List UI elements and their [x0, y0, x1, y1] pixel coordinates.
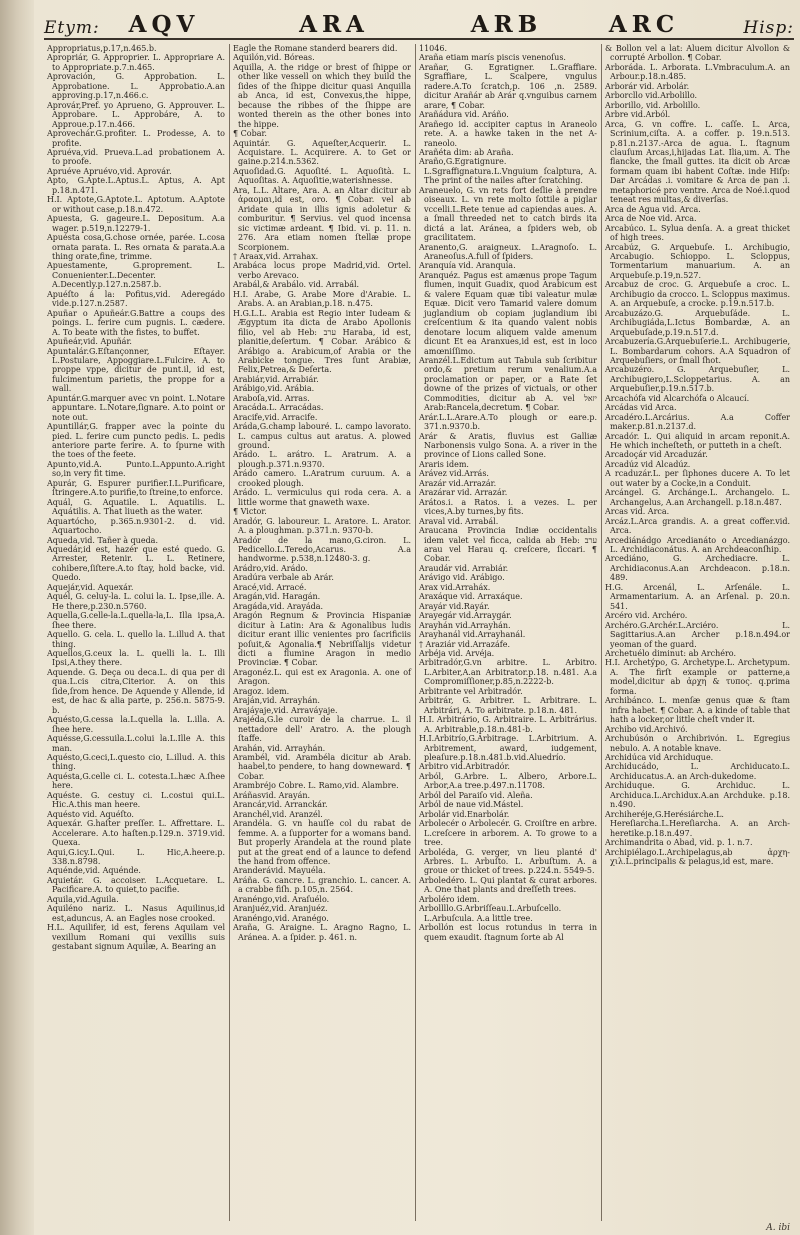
- dictionary-entry: Aquésta,G.celle ci. L. cotesta.L.hæc A.ſhee here.: [47, 771, 225, 791]
- dictionary-entry: Arádo. L. vermiculus qui roda cera. A. a little worme that gnaweth waxe.: [233, 488, 411, 507]
- dictionary-entry: Arcángel. G. Archánge.L. Archangelo. L. Archangelus, A.an Archangell. p.18.n.487.: [605, 488, 790, 507]
- dictionary-entry: ¶ Cobar.: [233, 129, 267, 139]
- dictionary-entry: Aprovechár.G.profiter. L. Prodesse, A. to profite.: [47, 129, 225, 148]
- column-1: [44, 44, 229, 1221]
- dictionary-entry: Aquello. G. cela. L. quello la. L.illud A. that thing.: [47, 630, 225, 649]
- dictionary-entry: Arax vid.Arraháx.: [419, 582, 491, 592]
- dictionary-entry: † Araax,vid. Arrahax.: [233, 251, 319, 261]
- dictionary-entry: Aquésse,G.cessuila.L.colui la.L.Ille A. this man.: [47, 734, 225, 753]
- dictionary-entry: Aragán,vid. Haragán.: [233, 592, 321, 602]
- dictionary-entry: Arádo camero. L.Aratrum curuum. A. a crooked plough.: [233, 469, 411, 488]
- dictionary-entry: Aranquía vid. Aranquía.: [419, 261, 516, 271]
- dictionary-entry: Arcabuzéro. G. Arquebuſier, L. Archibugiero,L.Scloppetarius. A. an Arquebuſier,p.19.n.517.b.: [605, 365, 790, 394]
- dictionary-entry: Aquartócho, p.365.n.9301-2. d. vid. Aquartocho.: [47, 516, 225, 536]
- dictionary-entry: Araxáque vid. Arraxáque.: [419, 592, 523, 602]
- dictionary-entry: Arañego id. accipiter captus in Araneolo rete. A. a hawke taken in the net A-raneolo.: [419, 119, 597, 148]
- dictionary-entry: Arboléro idem.: [419, 894, 480, 904]
- dictionary-entry: Eagle the Romane standerd bearers did.: [233, 44, 398, 53]
- column-4: [601, 44, 794, 1221]
- dictionary-entry: Aranquéz. Pagus est amænus prope Tagum flumen, inquit Guadix, quod Arabicum est & valere Equam quæ tibi valeatur mulæ Equæ. Dicit vero Tamarid valere domum juglandium ob copiam juglandium ibi creſcentium & ita quando valent nobis denotare locum aliquem valde amenum dicunt Et ea Aranxues,id est, est in loco amœniſſimo.: [419, 270, 597, 356]
- dictionary-entry: Araucana Provincia Indiæ occidentalis idem valet vel ficca, calida ab Heb: ערב arau vel Harau q. creſcere, ſiccari. ¶ Cobar.: [419, 526, 597, 564]
- dictionary-entry: Arancár,vid. Arranckár.: [233, 800, 328, 810]
- dictionary-entry: Arbolecér o Arbolecér. G. Croiſtre en arbre. L.creſcere in arborem. A. To growe to a tree.: [419, 819, 597, 848]
- dictionary-entry: Arañar, G. Egratigner. L.Graffiare. Sgraffiare, L. Scalpere, vngulus radere.A.To ſcratch,p. 106 ,n. 2589. dicitur Arañár ab Arár q.vnguibus carnem arare, ¶ Cobar.: [419, 62, 597, 110]
- dictionary-entry: Aranéngo,vid. Araſuélo.: [233, 894, 330, 904]
- dictionary-entry: Arca, G. vn coffre. L. caſſe. L. Arca, Scrinium,ciſta. A. a coffer. p. 19.n.513. p.81.n.2137.-Arca de agua. L. ſtagnum clauſum Arcas,i,hijadas Lat. Ilia,um. A. The flancke, the ſmall guttes. ita dicit ob Arcæ formam quam ibi habent Coſtæ. inde Hiſp: Dar Arcádas .i. vomitare & Arca de pan .i. metaphoricé pro ventre. Arca de Noé.i.quod teneat res multas,& diverſas.: [605, 119, 790, 205]
- dictionary-entry: Arbitradór,G.vn arbitre. L. Arbitro. L.Arbiter,A.an Arbitrator.p.18. n.481. A.a Compromiſſioner,p.85,n.2222-b.: [419, 658, 597, 687]
- dictionary-entry: Arabáca locus prope Madrid,vid. Ortel. verbo Arevaco.: [233, 261, 411, 280]
- dictionary-entry: H.I. Arabe, G. Arabe More d'Arabie. L. Arabs. A. an Arabian,p.18. n.475.: [233, 289, 411, 309]
- dictionary-entry: Aradúra verbale ab Arár.: [233, 573, 334, 583]
- dictionary-entry: Aranchél,vid. Aranzél.: [233, 809, 323, 819]
- dictionary-entry: Arádo. L. arátro. L. Aratrum. A. a plough.p.371.n.9370.: [233, 450, 411, 469]
- dictionary-entry: Arbitro vid.Arbitradór.: [419, 762, 510, 772]
- dictionary-entry: Apuéſto á la: Pofitus,vid. Aderegádo vide.p.127.n.2587.: [47, 289, 225, 309]
- dictionary-entry: Arábigo,vid. Arábia.: [233, 384, 315, 394]
- dictionary-entry: Aquexár. G.haſter preſſer. L. Affrettare. L. Accelerare. A.to haſten.p.129.n. 3719.vid. Quexa.: [47, 819, 225, 848]
- dictionary-entry: Arbitrár, G. Arbitrer. L. Arbitrare. L. Arbitrári, A. To arbitrate. p.18.n. 481.: [419, 696, 597, 715]
- dictionary-entry: Araño,G.Egratignure. L.Sgraffignatura.L.Vnguium ſcalptura, A. The print of the nailes after ſcratching.: [419, 157, 597, 186]
- dictionary-entry: Apuntillár,G. frapper avec la pointe du pied. L. ferire cum puncto pedis. L. pedis anteriore parte ferire. A. to ſpurne with the toes of the feete.: [47, 422, 225, 460]
- dictionary-entry: Aquedár,id est, hazér que esté quedo. G. Arrester, Retenir. L. L. Retinere, cohibere,ſiſtere.A.to ſtay, hold backe, vid. Quedo.: [47, 545, 225, 583]
- dictionary-entry: Aquoſidad.G. Aquoſité. L. Aquoſità. L. Aquoſitas. A. Aquoſitie,waterishnesse.: [233, 166, 411, 186]
- dictionary-entry: Arcediáno, G. Archediacre. L. Archidiaconus.A.an Archdeacon. p.18.n. 489.: [605, 554, 790, 583]
- dictionary-entry: Aquéste. G. cestuy ci. L.costui qui.L. Hic.A.this man heere.: [47, 790, 225, 810]
- dictionary-entry: Arból, G.Arbre. L. Albero, Arbore.L. Arbor,A.a tree.p.497.n.11708.: [419, 771, 597, 791]
- dictionary-entry: Aradór de la mano,G.ciron. L. Pedicello.L.Teredo,Acarus. A.a handworme. p.538,n.12480-3. g.: [233, 535, 411, 564]
- dictionary-entry: H.I.Arbitrío,G.Arbitrage. L.Arbitrium. A. Arbitrement, award, iudgement, pleaſure.p.18.n.481.b.vid.Aluedrío.: [419, 734, 597, 762]
- dictionary-entry: Aranjuéz,vid. Aranjuéz.: [233, 904, 328, 914]
- dictionary-entry: Arajéda,G.le curoir de la charrue. L. il nettadore dell' Aratro. A. the plough ſtaffe.: [233, 715, 411, 744]
- dictionary-entry: Aquellos,G.ceux la. L. quelli la. L. Illi Ipsi,A.they there.: [47, 649, 225, 668]
- dictionary-entry: ¶ Victor.: [233, 507, 267, 517]
- dictionary-entry: Arabiár,vid. Arrabiár.: [233, 374, 319, 384]
- dictionary-entry: Arazár vid.Arrazár.: [419, 478, 497, 488]
- dictionary-entry: Appropriatus,p.17,n.465.b.: [47, 44, 157, 53]
- dictionary-entry: Archubúsón o Archibrivón. L. Egregius nebulo. A. A notable knave.: [605, 734, 790, 753]
- column-3: [415, 44, 601, 1221]
- dictionary-entry: Aquénde,vid. Aquénde.: [47, 866, 141, 876]
- dictionary-entry: Aquietár. G. accoiser. L.Acquetare. L. Pacificare.A. to quiet,to pacifie.: [47, 875, 225, 895]
- dictionary-entry: Apuñar o Apuñeár.G.Battre a coups des poings. L. ferire cum pugnis. L. cædere. A. To beate with the fistes, to buffet.: [47, 308, 225, 337]
- dictionary-entry: Aráña. G. cancre. L. granchio. L. cancer. A. a crabbe fiſh. p.105,n. 2564.: [233, 875, 411, 895]
- dictionary-entry: Arcadúz vid Alcadúz.: [605, 459, 691, 469]
- dictionary-entry: Archiheréje,G.Herésiárche.L. Hereſiarcha.L.Hereſiarcha. A. an Arch-heretike.p.18.n.497.: [605, 809, 790, 838]
- dictionary-entry: Arazárar vid. Arrazár.: [419, 488, 508, 498]
- dictionary-entry: Arbre vid.Arból.: [605, 110, 671, 120]
- dictionary-entry: Arávigo vid. Arábigo.: [419, 573, 505, 583]
- dictionary-entry: Arcádas vid Arca.: [605, 403, 677, 413]
- dictionary-entry: Archibo vid.Archivó.: [605, 724, 688, 734]
- dictionary-entry: & Bollon vel a lat: Aluem dicitur Alvollon & corrupté Arbollon. ¶ Cobar.: [605, 44, 790, 63]
- dictionary-entry: Arambél, vid. Arambéla dicitur ab Arab. haabel,to pendere, to hang downeward. ¶ Cobar.: [233, 752, 411, 781]
- dictionary-entry: Archipiélago.L.Archipelagus,ab ἀρχη-χιλ.L.principalis & pelagus,id est, mare.: [605, 847, 790, 866]
- dictionary-entry: H.G.L.L. Arabia est Regio inter Iudeam & Ægyptum ita dicta de Arabo Apollonis filio, vel ab Heb: ערב Haraba, id est, planitie,deſertum. ¶ Cobar. Arábico & Arábigo a. Arabicum,of Arabia or the Arabicke tongue. Tres ſunt Arabiæ, Felix,Petrea,& Deſerta.: [233, 308, 411, 375]
- dictionary-entry: Arcéro vid. Archéro.: [605, 611, 688, 621]
- dictionary-entry: Aqueda,vid. Tañer à queda.: [47, 535, 158, 545]
- dictionary-entry: Araboſa,vid. Arras.: [233, 393, 310, 403]
- dictionary-entry: Apto, G.Apte.L.Aptus.L. Aptus, A. Apt p.18.n.471.: [47, 176, 225, 195]
- entry-columns: [44, 44, 794, 1221]
- dictionary-entry: Arcachófa vid Alcarchófa o Alcaucí.: [605, 393, 750, 403]
- dictionary-entry: Arañádura vid. Aráño.: [419, 110, 509, 120]
- dictionary-entry: Aquella,G.celle-la.L.quella-la,L. Illa ipsa,A. ſhee there.: [47, 611, 225, 630]
- dictionary-entry: Aquila,vid.Aguila.: [47, 894, 119, 904]
- book-gutter: [0, 0, 34, 1235]
- dictionary-entry: Arból del Paraiſo vid. Aleña.: [419, 790, 533, 800]
- dictionary-entry: Aranderávid. Mayuéla.: [233, 866, 326, 876]
- dictionary-entry: H.G. Arcenál, L. Arſenále. L. Armamentarium. A. an Arſenal. p. 20.n. 541.: [605, 582, 790, 611]
- dictionary-entry: Arayegár vid.Arraygár.: [419, 611, 512, 621]
- dictionary-entry: Arcas vid. Arca.: [605, 507, 670, 517]
- dictionary-entry: Arátos.i. a Ratos. i. a vezes. L. per vices,A.by turnes,by fits.: [419, 497, 597, 517]
- dictionary-entry: Araris idem.: [419, 459, 469, 469]
- dictionary-entry: Aracé,vid. Arracé.: [233, 582, 307, 592]
- dictionary-entry: Arbollón est locus rotundus in terra in quem exaudit. ſtagnum ſorte ab Al: [419, 923, 597, 942]
- dictionary-entry: Araudár vid. Arrabiár.: [419, 563, 509, 573]
- dictionary-entry: H.L. Aquilifer, id est, ferens Aquilam vel vexillum Romani qui vexillis suis gestabant signum Aquilæ, A. Bearing an: [47, 923, 225, 952]
- dictionary-entry: Aradór, G. laboureur. L. Aratore. L. Arator. A. a ploughman. p.371.n. 9370-b.: [233, 516, 411, 536]
- dictionary-entry: Arcabúco. L. Sylua denſa. A. a great thicket of high trees.: [605, 223, 790, 243]
- dictionary-entry: Aquejár,vid. Aquexár.: [47, 582, 134, 592]
- dictionary-entry: Arbéja vid. Arvéja.: [419, 649, 495, 658]
- dictionary-entry: Arboledéro. L. Qui plantat & curat arbores. A. One that plants and dreſſeth trees.: [419, 875, 597, 895]
- dictionary-entry: Aragáda,vid. Arayáda.: [233, 601, 324, 611]
- dictionary-entry: Arcabuzería.G.Arquebuſerie.L. Archibugerie, L. Bombardarum cohors. A.A Squadron of Arquebuſiers, or ſmall ſhot.: [605, 337, 790, 365]
- dictionary-entry: Arcadoçár vid Arcaduzár.: [605, 450, 708, 460]
- dictionary-entry: Aráda,G.champ labouré. L. campo lavorato. L. campus cultus aut aratus. A. plowed ground.: [233, 422, 411, 451]
- dictionary-entry: Apuesta, G. gageure.L. Depositum. A.a wager. p.519,n.12279-1.: [47, 214, 225, 233]
- dictionary-entry: A rcaduzár.L. per ſiphones ducere A. To let out water by a Cocke,in a Conduit.: [605, 469, 790, 488]
- dictionary-entry: Apuntár.G.marquer avec vn point. L.Notare appuntare. L.Notare,ſignare. A.to point or note out.: [47, 393, 225, 422]
- dictionary-entry: Arambréjo Cobre. L. Ramo,vid. Alambre.: [233, 781, 399, 791]
- dictionary-entry: Arcabuz de croc. G. Arquebuſe a croc. L. Archibugio da crocco. L. Scloppus maximus. A. an Arquebuſe, a crocke. p.19.n.517.b.: [605, 280, 790, 309]
- dictionary-entry: Arborillo, vid. Arbolillo.: [605, 100, 701, 110]
- dictionary-entry: Arcáz.L.Arca grandis. A. a great coffer.vid. Arca.: [605, 516, 790, 536]
- dictionary-entry: Archidúca vid Archiduque.: [605, 752, 714, 762]
- dictionary-entry: Arca de Agua vid. Arca.: [605, 204, 701, 214]
- dictionary-entry: Arávez vid.Arrás.: [419, 469, 489, 479]
- dictionary-entry: Arbitrante vel Arbitradór.: [419, 686, 523, 696]
- dictionary-entry: Arcabúz, G. Arquebuſe. L. Archibugio, Arcabugio. Schioppo. L. Scloppus, Tormentarium manuarium. A. an Arquebuſe.p.19,n.527.: [605, 242, 790, 280]
- dictionary-entry: Arcabuzázo.G. Arquebuſáde. L. Archibugiáda,L.Ictus Bombardæ, A. an Arquebuſade,p.19.n.517.d.: [605, 308, 790, 337]
- dictionary-entry: Apuestamente, G.proprement. L. Conuenienter.L.Decenter. A.Decently.p.127.n.2587.b.: [47, 261, 225, 290]
- dictionary-entry: Araján,vid. Arrayhán.: [233, 696, 320, 706]
- dictionary-entry: † Araziár vid.Arrazáfe.: [419, 639, 510, 649]
- dictionary-entry: H.I. Arbitrário, G. Arbitraire. L. Arbitrárius. A. Arbitrable,p.18.n.481-b.: [419, 715, 597, 734]
- dictionary-entry: Arayhán vid.Arrayhán.: [419, 620, 511, 630]
- running-head-hisp: Hisp:: [743, 18, 794, 38]
- dictionary-entry: Archimandrita o Abad, vid. p. 1. n.7.: [605, 838, 753, 848]
- dictionary-entry: Apropriár, G. Approprier. L. Appropriare A. to Appropriate.p.7.n.465.: [47, 53, 225, 72]
- running-head: [44, 4, 794, 40]
- dictionary-entry: Apruéva,vid. Prueva.L.ad probationem A. to proofe.: [47, 147, 225, 167]
- column-2: [229, 44, 415, 1221]
- catchword: A. ibi: [766, 1223, 790, 1233]
- dictionary-entry: Arbollllo.G.Arbriſſeau.L.Arbuſcello. L.Arbuſcula. A.a little tree.: [419, 904, 562, 923]
- dictionary-entry: Arborcllo vid.Arbolillo.: [605, 91, 698, 101]
- dictionary-entry: Aracáda.L. Arracádas.: [233, 403, 324, 413]
- dictionary-entry: Arboráda. L. Arborata. L.Vmbraculum.A. an Arbour.p.18.n.485.: [605, 62, 790, 82]
- dictionary-entry: Archéro.G.Archér.L.Arciéro. L. Sagittarius.A.an Archer p.18.n.494.or yeoman of the guard.: [605, 620, 790, 649]
- dictionary-entry: Arcediánádgo Arcedianáto o Arcedianázgo. L. Archidiaconátus. A. an Archdeaconſhip.: [605, 535, 790, 555]
- running-head-etym: Etym:: [44, 18, 100, 38]
- dictionary-entry: Arandéla. G. vn hauſſe col du rabat de femme. A. a ſupporter for a womans band. But properly Arandela at the round plate put at the great end of a launce to defend the hand from offence.: [233, 819, 411, 866]
- dictionary-entry: Arajáyaje,vid. Arraváyaje.: [233, 705, 338, 715]
- dictionary-entry: Aquésto,G.ceci,L.questo cio, L.illud. A. this thing.: [47, 752, 225, 772]
- dictionary-entry: Araval vid. Arrabál.: [419, 516, 499, 526]
- dictionary-entry: Aquilla, A. the ridge or brest of ſhippe or other like vessell on which they build the ſides of the ſhippe dicitur quasi Anquilla ab Anca, id est, Convexus,the hippe, because the ribbes of the ſhippe are wonted therein as the other bones into the hippe.: [233, 62, 411, 129]
- dictionary-entry: Arca de Noe vid. Arca.: [605, 214, 697, 224]
- dictionary-entry: Apruéve Apruévo,vid. Aprovár.: [47, 166, 172, 176]
- dictionary-entry: H.I. Archetýpo, G. Archetype.L. Archetypum. A. The firſt example or patterne,a model,dicitur ab ἀρχη & τυπος. q.prima forma.: [605, 658, 790, 696]
- dictionary-entry: Ara, L.L. Altare, Ara. A. an Altar dicitur ab ἀραομαι,id est, oro. ¶ Cobar. vel ab Aridate quia in illis ignis adoletur & comburitur. ¶ Servius. vel quod incensa sic victimæ ardeant. ¶ Ibid. vi. p. 11. n. 276. Ara etiam nomen ſtellæ prope Scorpionem.: [233, 185, 411, 252]
- dictionary-entry: Aquésto vid. Aquéſto.: [47, 809, 134, 819]
- dictionary-entry: Aprovación, G. Approbation. L. Approbatione. L. Approbatio.A.an approving.p.17,n.466.c.: [47, 72, 225, 101]
- dictionary-entry: Araneuelo, G. vn rets fort deſlie à prendre oiseaux. L. vn rete molto ſottile a piglar vccelli.L.Rete tenue ad capiendas aues. A. a ſmall threeded net to catch birds ita dictá a lat. Aránea, a ſpiders web, ob gracilitatem.: [419, 185, 597, 243]
- running-head-ara: ARA: [299, 11, 369, 38]
- dictionary-entry: Aranéngo,vid. Aranégo.: [233, 913, 329, 923]
- dictionary-entry: Aracife,vid. Arracife.: [233, 412, 318, 422]
- dictionary-entry: Arahán, vid. Arrayhán.: [233, 743, 326, 753]
- dictionary-entry: Arañéta dim: ab Araña.: [419, 147, 514, 157]
- dictionary-entry: Aquésto,G.cessa la.L.quella la. L.illa. A. ſhee here.: [47, 715, 225, 734]
- dictionary-entry: Apuñeár,vid. Apuñár.: [47, 337, 132, 347]
- dictionary-entry: Arbolár vid.Enarbolár.: [419, 809, 510, 819]
- dictionary-entry: Aragoz. idem.: [233, 686, 290, 696]
- dictionary-entry: Apuésta cosa,G.chose ornée, parée. L.cosa ornata parata. L. Res ornata & parata.A.a thing orate,fine, trimme.: [47, 233, 225, 261]
- dictionary-entry: Archiduque. G. Archiduc. L. Archiduca.L.Archidux.A.an Archduke. p.18. n.490.: [605, 781, 790, 810]
- dictionary-entry: Aquende. G. Deça ou deca.L. di qua per di qua.L.cis citra,Citerior. A. on this ſide,ſrom hence. De Aquende y Allende, id est, de hac & alia parte, p. 256.n. 5875-9. b.: [47, 667, 225, 715]
- dictionary-entry: Aráñasvid. Arayán.: [233, 790, 311, 800]
- dictionary-entry: Aqui,G.icy.L.Qui. L. Hic,A.heere.p. 338.n.8798.: [47, 847, 225, 866]
- dictionary-entry: Arár.L.L.Arare.A.To plough or eare.p. 371.n.9370.b.: [419, 412, 597, 432]
- dictionary-entry: Archetuélo diminut: ab Archéro.: [605, 649, 737, 658]
- dictionary-entry: Apunto,vid.A. Punto.L.Appunto.A.right so,in very fit time.: [47, 459, 225, 479]
- dictionary-entry: Arayár vid.Rayár.: [419, 601, 490, 611]
- dictionary-entry: Archiducádo, L. Archiducato.L. Archiducatus.A. an Arch-dukedome.: [605, 762, 790, 781]
- dictionary-entry: Araña etiam marís piscis venenoſus.: [419, 53, 566, 63]
- running-head-aqv: AQV: [128, 11, 200, 38]
- running-head-arc: ARC: [608, 11, 680, 38]
- dictionary-entry: Aranzél.L.Edictum aut Tabula sub ſcribitur ordo,& pretium rerum venalium.A.a proclamation or paper, or a Rate ſet downe of the prizes of victuals, or other Commodities, dicitur ab A. vel יזאל Arab:Rancela,decretum. ¶ Cobar.: [419, 355, 597, 413]
- dictionary-entry: Aquiléno nariz. L. Nasus Aquilinus,id est,aduncus, A. an Eagles nose crooked.: [47, 904, 225, 923]
- dictionary-entry: Arár & Aratis, fluvius est Galliæ Narbonensis vulgo Sona. A. a river in the province of Lions called Sone.: [419, 431, 597, 460]
- dictionary-entry: Arból de naue vid.Mástel.: [419, 800, 524, 810]
- dictionary-entry: Arabál,& Arabálo. vid. Arrabál.: [233, 280, 360, 290]
- dictionary-entry: H.I. Aptote,G.Aptote.L. Aptotum. A.Aptote or without case,p.18.n.472.: [47, 195, 225, 214]
- dictionary-entry: Aragonéz.L. qui est ex Aragonia. A. one of Aragon.: [233, 667, 411, 687]
- dictionary-entry: Archibánco. L. menſæ genus quæ & ſtam infra habet. ¶ Cobar. A. a kinde of table that hath a locker,or little cheſt vnder it.: [605, 696, 790, 725]
- dictionary-entry: 11046.: [419, 44, 447, 53]
- running-head-arb: ARB: [470, 11, 543, 38]
- dictionary-entry: Arcadéro.L.Arcárius. A.a Coffer maker.p.81.n.2137.d.: [605, 412, 790, 432]
- dictionary-entry: Aquilón,vid. Bóreas.: [233, 53, 315, 63]
- dictionary-entry: Aquél, G. celuy-la. L. colui la. L. Ipse,ille. A. He there,p.230.n.5760.: [47, 592, 225, 611]
- dictionary-entry: Aranento,G. araigneux. L.Aragnoſo. L. Araneoſus.A.full of ſpiders.: [419, 242, 597, 261]
- dictionary-entry: Arayhanál vid.Arrayhanál.: [419, 630, 526, 640]
- dictionary-entry: Aragón Regnum & Provincia Hispaniæ dicitur à Latin: Ara & Agonalibus ludis dicitur erant illic venientes pro ſacrificiis poſuit,& Agonalia.¶ Nebriſſalijs videtur dicti a flumine Aragon in medio Provinciæ. ¶ Cobar.: [233, 611, 411, 668]
- dictionary-entry: Araña, G. Araigne. L. Aragno Ragno, L. Aránea. A. a ſpider. p. 461. n.: [233, 923, 411, 942]
- dictionary-entry: Arborár vid. Arbolár.: [605, 81, 690, 91]
- dictionary-entry: Aquál, G. Aquatile. L. Aquatilis. L. Aquátilis. A. That liueth as the water.: [47, 497, 225, 517]
- dictionary-entry: Arboléda, G. verger, vn lieu planté d' Arbres. L. Arbuſto. L. Arbuſtum. A. a groue or thicket of trees. p.224.n. 5549-5.: [419, 847, 597, 876]
- dictionary-entry: Aprovár,Pref. yo Aprueno, G. Approuver. L. Approbare. L. Approbáre, A. to Approue.p.17.n.466.: [47, 100, 225, 129]
- dictionary-entry: Apuntalár.G.Eſtançonner, Eſtayer. L.Postulare, Appoggiare.L.Fulcire. A. to proppe vppe, dicitur de punt.il, id est, fulcimentum parietis, the proppe for a wall.: [47, 346, 225, 394]
- dictionary-entry: Apurár, G. Espurer purifier.I.L.Purificare, ſtringere.A.to purifie,to ſtreine,to enforce.: [47, 478, 225, 498]
- dictionary-entry: Arcadór. L. Qui aliquid in arcam reponit.A. He which incheſteth, or putteth in a cheſt.: [605, 431, 790, 451]
- dictionary-entry: Arádro,vid. Arádo.: [233, 563, 308, 573]
- dictionary-entry: Aquintár. G. Aqueſter,Acquerir. L. Acquistare. L. Acquirere. A. to Get or gaine.p.214.n.5362.: [233, 138, 411, 167]
